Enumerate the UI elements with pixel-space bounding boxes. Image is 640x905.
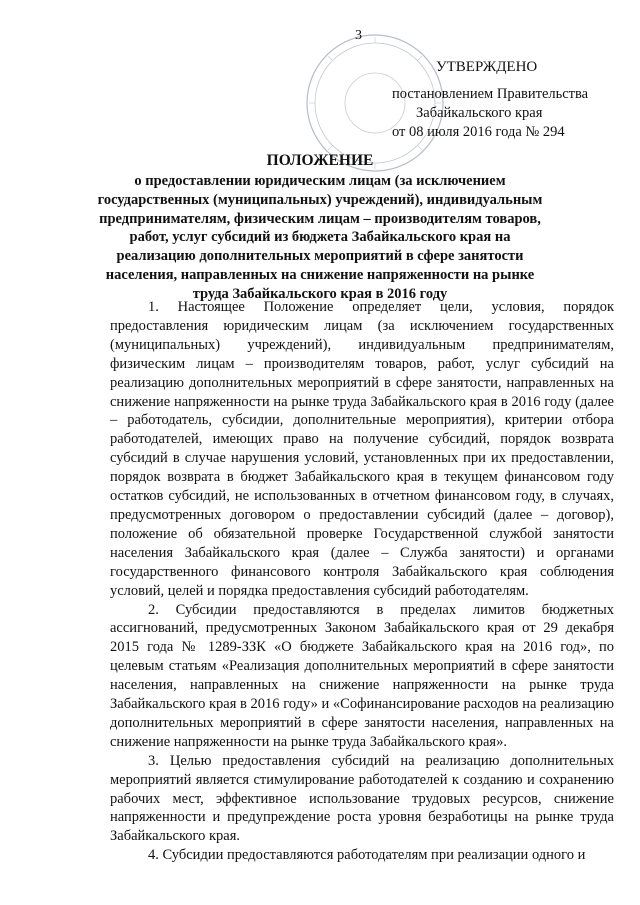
paragraph-1: 1. Настоящее Положение определяет цели, условия, порядок предоставления юридическим лицам (за исключением государственных (муниципальных) учреждений), индивидуальным предпринимателям, физическим лицам – производителям товаров, работ, услуг субсидий на реализацию дополнительных мероприятий в сфере занятости, направленных на снижение напряженности на рынке труда Забайкальского края в 2016 году (далее – работодатель, субсидии, дополнительные мероприятия), критерии отбора работодателей, имеющих право на получение субсидий, порядок возврата субсидий в случае нарушения условий, установленных при их предоставлении, порядок возврата в бюджет Забайкальского края в текущем финансовом году остатков субсидий, не использованных в отчетном финансовом году, в случаях, предусмотренных договором о предоставлении субсидий (далее – договор), положение об обязательной проверке Государственной службой занятости населения Забайкальского края (далее – Служба занятости) и органами государственного финансового контроля Забайкальского края соблюдения условий, целей и порядка предоставления субсидий работодателям. bbox=[110, 299, 614, 599]
approval-line-1: постановлением Правительства bbox=[392, 86, 589, 102]
document-body bbox=[110, 298, 614, 865]
document-subtitle: о предоставлении юридическим лицам (за исключением государственных (муниципальных) учреждений), индивидуальным предпринимателям, физическим лицам – производителям товаров, работ, услуг субсидий из бюджета Забайкальского края на реализацию дополнительных мероприятий в сфере занятости населения, направленных на снижение напряженности на рынке труда Забайкальского края в 2016 году bbox=[97, 173, 543, 302]
approval-line-2: Забайкальского края bbox=[416, 105, 543, 121]
page-number: 3 bbox=[355, 28, 362, 43]
paragraph-2: 2. Субсидии предоставляются в пределах лимитов бюджетных ассигнований, предусмотренных Законом Забайкальского края от 29 декабря 2015 года № 1289-ЗЗК «О бюджете Забайкальского края на 2016 год», по целевым статьям «Реализация дополнительных мероприятий в сфере занятости населения, направленных на снижение напряженности на рынке труда Забайкальского края в 2016 году» и «Софинансирование расходов на реализацию дополнительных мероприятий в сфере занятости населения, направленных на снижение напряженности на рынке труда Забайкальского края». bbox=[110, 601, 614, 750]
approval-title: УТВЕРЖДЕНО bbox=[436, 59, 538, 75]
document-title: ПОЛОЖЕНИЕ bbox=[266, 152, 374, 169]
approval-line-3: от 08 июля 2016 года № 294 bbox=[392, 124, 565, 140]
paragraph-3: 3. Целью предоставления субсидий на реализацию дополнительных мероприятий является стимулирование работодателей к созданию и сохранению рабочих мест, эффективное использование трудовых ресурсов, снижение напряженности и предупреждение роста уровня безработицы на рынке труда Забайкальского края. bbox=[110, 752, 614, 845]
paragraph-4: 4. Субсидии предоставляются работодателям при реализации одного и bbox=[148, 847, 586, 864]
approval-block bbox=[392, 58, 588, 142]
